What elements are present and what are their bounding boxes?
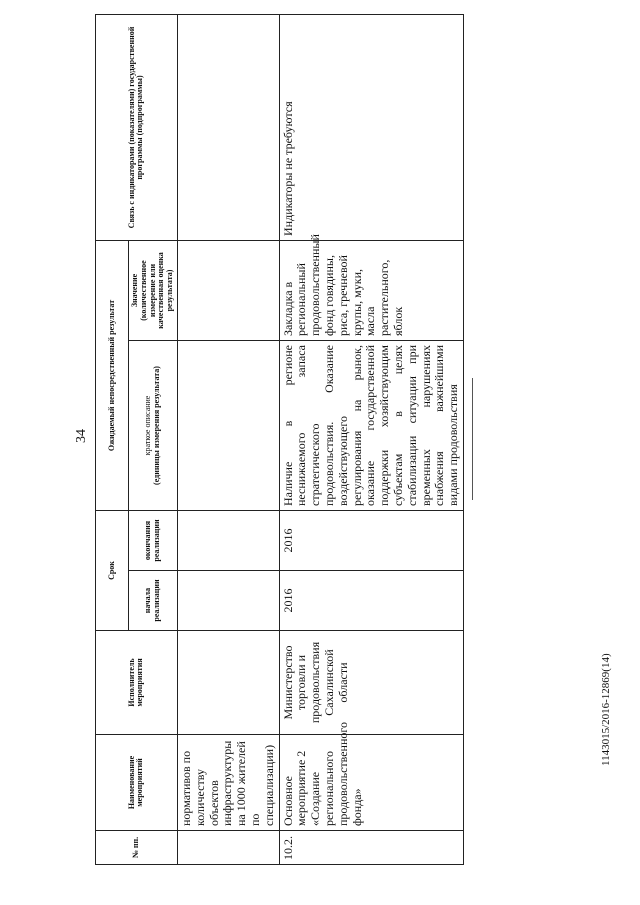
header-result-brief-text: краткое описание xyxy=(143,395,153,456)
table-row xyxy=(177,15,279,865)
header-term-end: окончания реализации xyxy=(129,511,178,571)
header-executor: Исполнитель мероприятия xyxy=(96,631,178,735)
document-code: 1143015/2016-12869(14) xyxy=(600,653,612,766)
cell-value: Закладка в региональный продовольственный фонд говядины, риса, гречневой крупы, муки, масла растительного, яблок xyxy=(279,241,463,341)
header-term-start: начала реализации xyxy=(129,571,178,631)
cell-start: 2016 xyxy=(279,571,463,631)
cell-end: 2016 xyxy=(279,511,463,571)
rotated-table-wrapper xyxy=(95,15,461,865)
cell-num xyxy=(177,831,279,865)
header-term: Срок xyxy=(96,511,129,631)
cell-brief: Наличие в регионе неснижаемого запаса стратегического продовольствия. Оказание воздействующего регулирования на рынок, оказание государственной поддержки хозяйствующим субъектам в целях стабилизации ситуации при временных нарушениях снабжения важнейшими видами продовольствия xyxy=(279,341,463,511)
header-indicators: Связь с индикаторами (показателями) государственной программы (подпрограммы) xyxy=(96,15,178,241)
cell-indicators xyxy=(177,15,279,241)
cell-executor xyxy=(177,631,279,735)
table-row xyxy=(279,15,463,865)
header-name: Наименование мероприятий xyxy=(96,735,178,831)
cell-indicators: Индикаторы не требуются xyxy=(279,15,463,241)
header-result: Ожидаемый непосредственный результат xyxy=(96,241,129,511)
cell-name: Основное мероприятие 2 «Создание регионального продовольственного фонда» xyxy=(279,735,463,831)
cell-name: нормативов по количеству объектов инфраструктуры на 1000 жителей по специализации) xyxy=(177,735,279,831)
cell-start xyxy=(177,571,279,631)
cell-value xyxy=(177,241,279,341)
page-number: 34 xyxy=(74,429,89,443)
header-result-brief xyxy=(129,341,178,511)
header-num: № пп. xyxy=(96,831,178,865)
header-result-value: Значение (количественное измерение или качественная оценка результата) xyxy=(129,241,178,341)
separator-line xyxy=(472,378,473,500)
measures-table xyxy=(95,14,464,865)
cell-end xyxy=(177,511,279,571)
header-result-brief-unit: (единицы измерения результата) xyxy=(151,366,161,485)
cell-num: 10.2. xyxy=(279,831,463,865)
cell-executor: Министерство торговли и продовольствия Сахалинской области xyxy=(279,631,463,735)
cell-brief xyxy=(177,341,279,511)
